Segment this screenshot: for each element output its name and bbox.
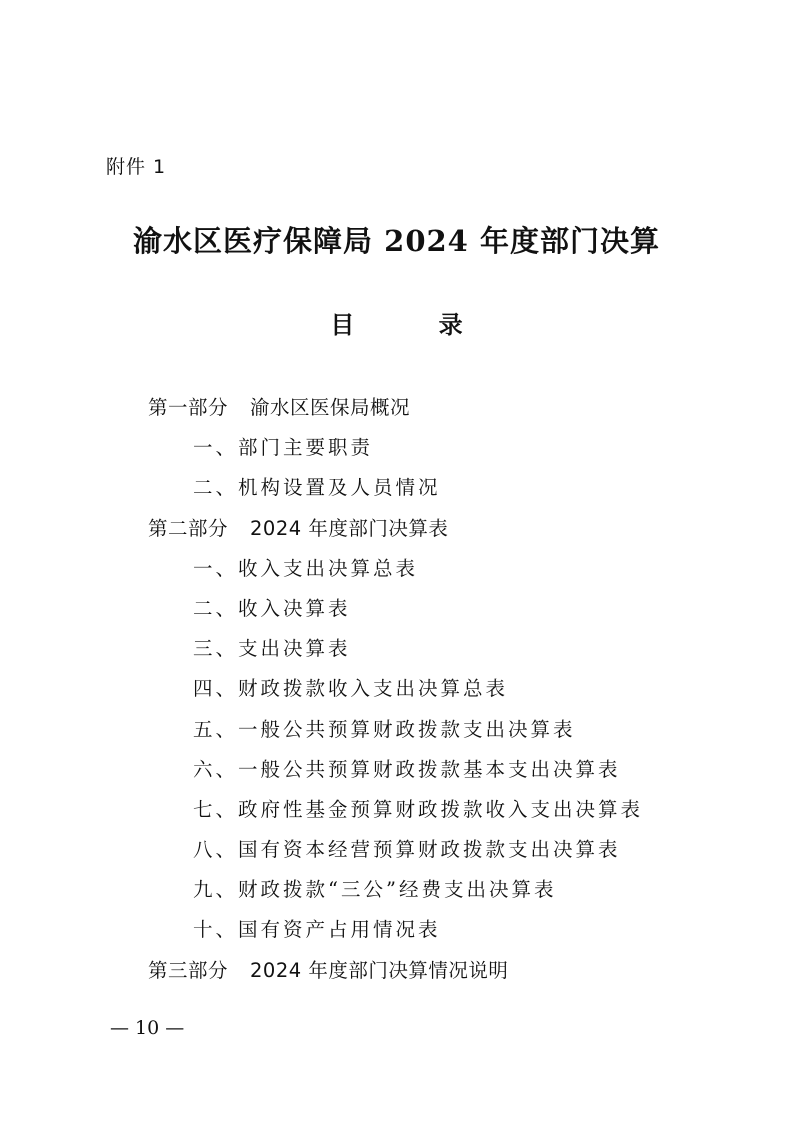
toc-part-label: 第一部分 xyxy=(148,396,229,419)
document-title: 渝水区医疗保障局 2024 年度部门决算 xyxy=(133,224,660,258)
toc-item: 一、部门主要职责 xyxy=(193,436,374,460)
toc-item: 二、收入决算表 xyxy=(193,596,351,620)
toc-part-1 xyxy=(0,388,793,428)
attachment-label: 附件 1 xyxy=(106,156,167,178)
toc-part-3 xyxy=(0,951,793,991)
toc-part-2 xyxy=(0,509,793,549)
toc-item: 三、支出决算表 xyxy=(193,637,351,661)
toc-item: 一、收入支出决算总表 xyxy=(193,556,419,580)
toc-item: 二、机构设置及人员情况 xyxy=(193,476,441,500)
toc-item: 九、财政拨款“三公”经费支出决算表 xyxy=(193,878,557,902)
toc-part-label: 第三部分 xyxy=(148,958,229,982)
toc-part-title: 2024 年度部门决算情况说明 xyxy=(250,958,509,982)
toc-part-title: 渝水区医保局概况 xyxy=(250,396,411,419)
toc-part-label: 第二部分 xyxy=(148,516,229,540)
toc-item: 八、国有资本经营预算财政拨款支出决算表 xyxy=(193,838,621,862)
toc-item: 四、财政拨款收入支出决算总表 xyxy=(193,677,509,701)
toc-heading: 目 录 xyxy=(330,311,501,339)
toc-item: 六、一般公共预算财政拨款基本支出决算表 xyxy=(193,757,621,781)
toc-item: 十、国有资产占用情况表 xyxy=(193,918,441,942)
toc-item: 七、政府性基金预算财政拨款收入支出决算表 xyxy=(193,797,644,821)
toc-item: 五、一般公共预算财政拨款支出决算表 xyxy=(193,717,576,741)
table-of-contents xyxy=(0,388,793,991)
toc-part-title: 2024 年度部门决算表 xyxy=(250,516,449,540)
page-number: — 10 — xyxy=(110,1017,185,1039)
